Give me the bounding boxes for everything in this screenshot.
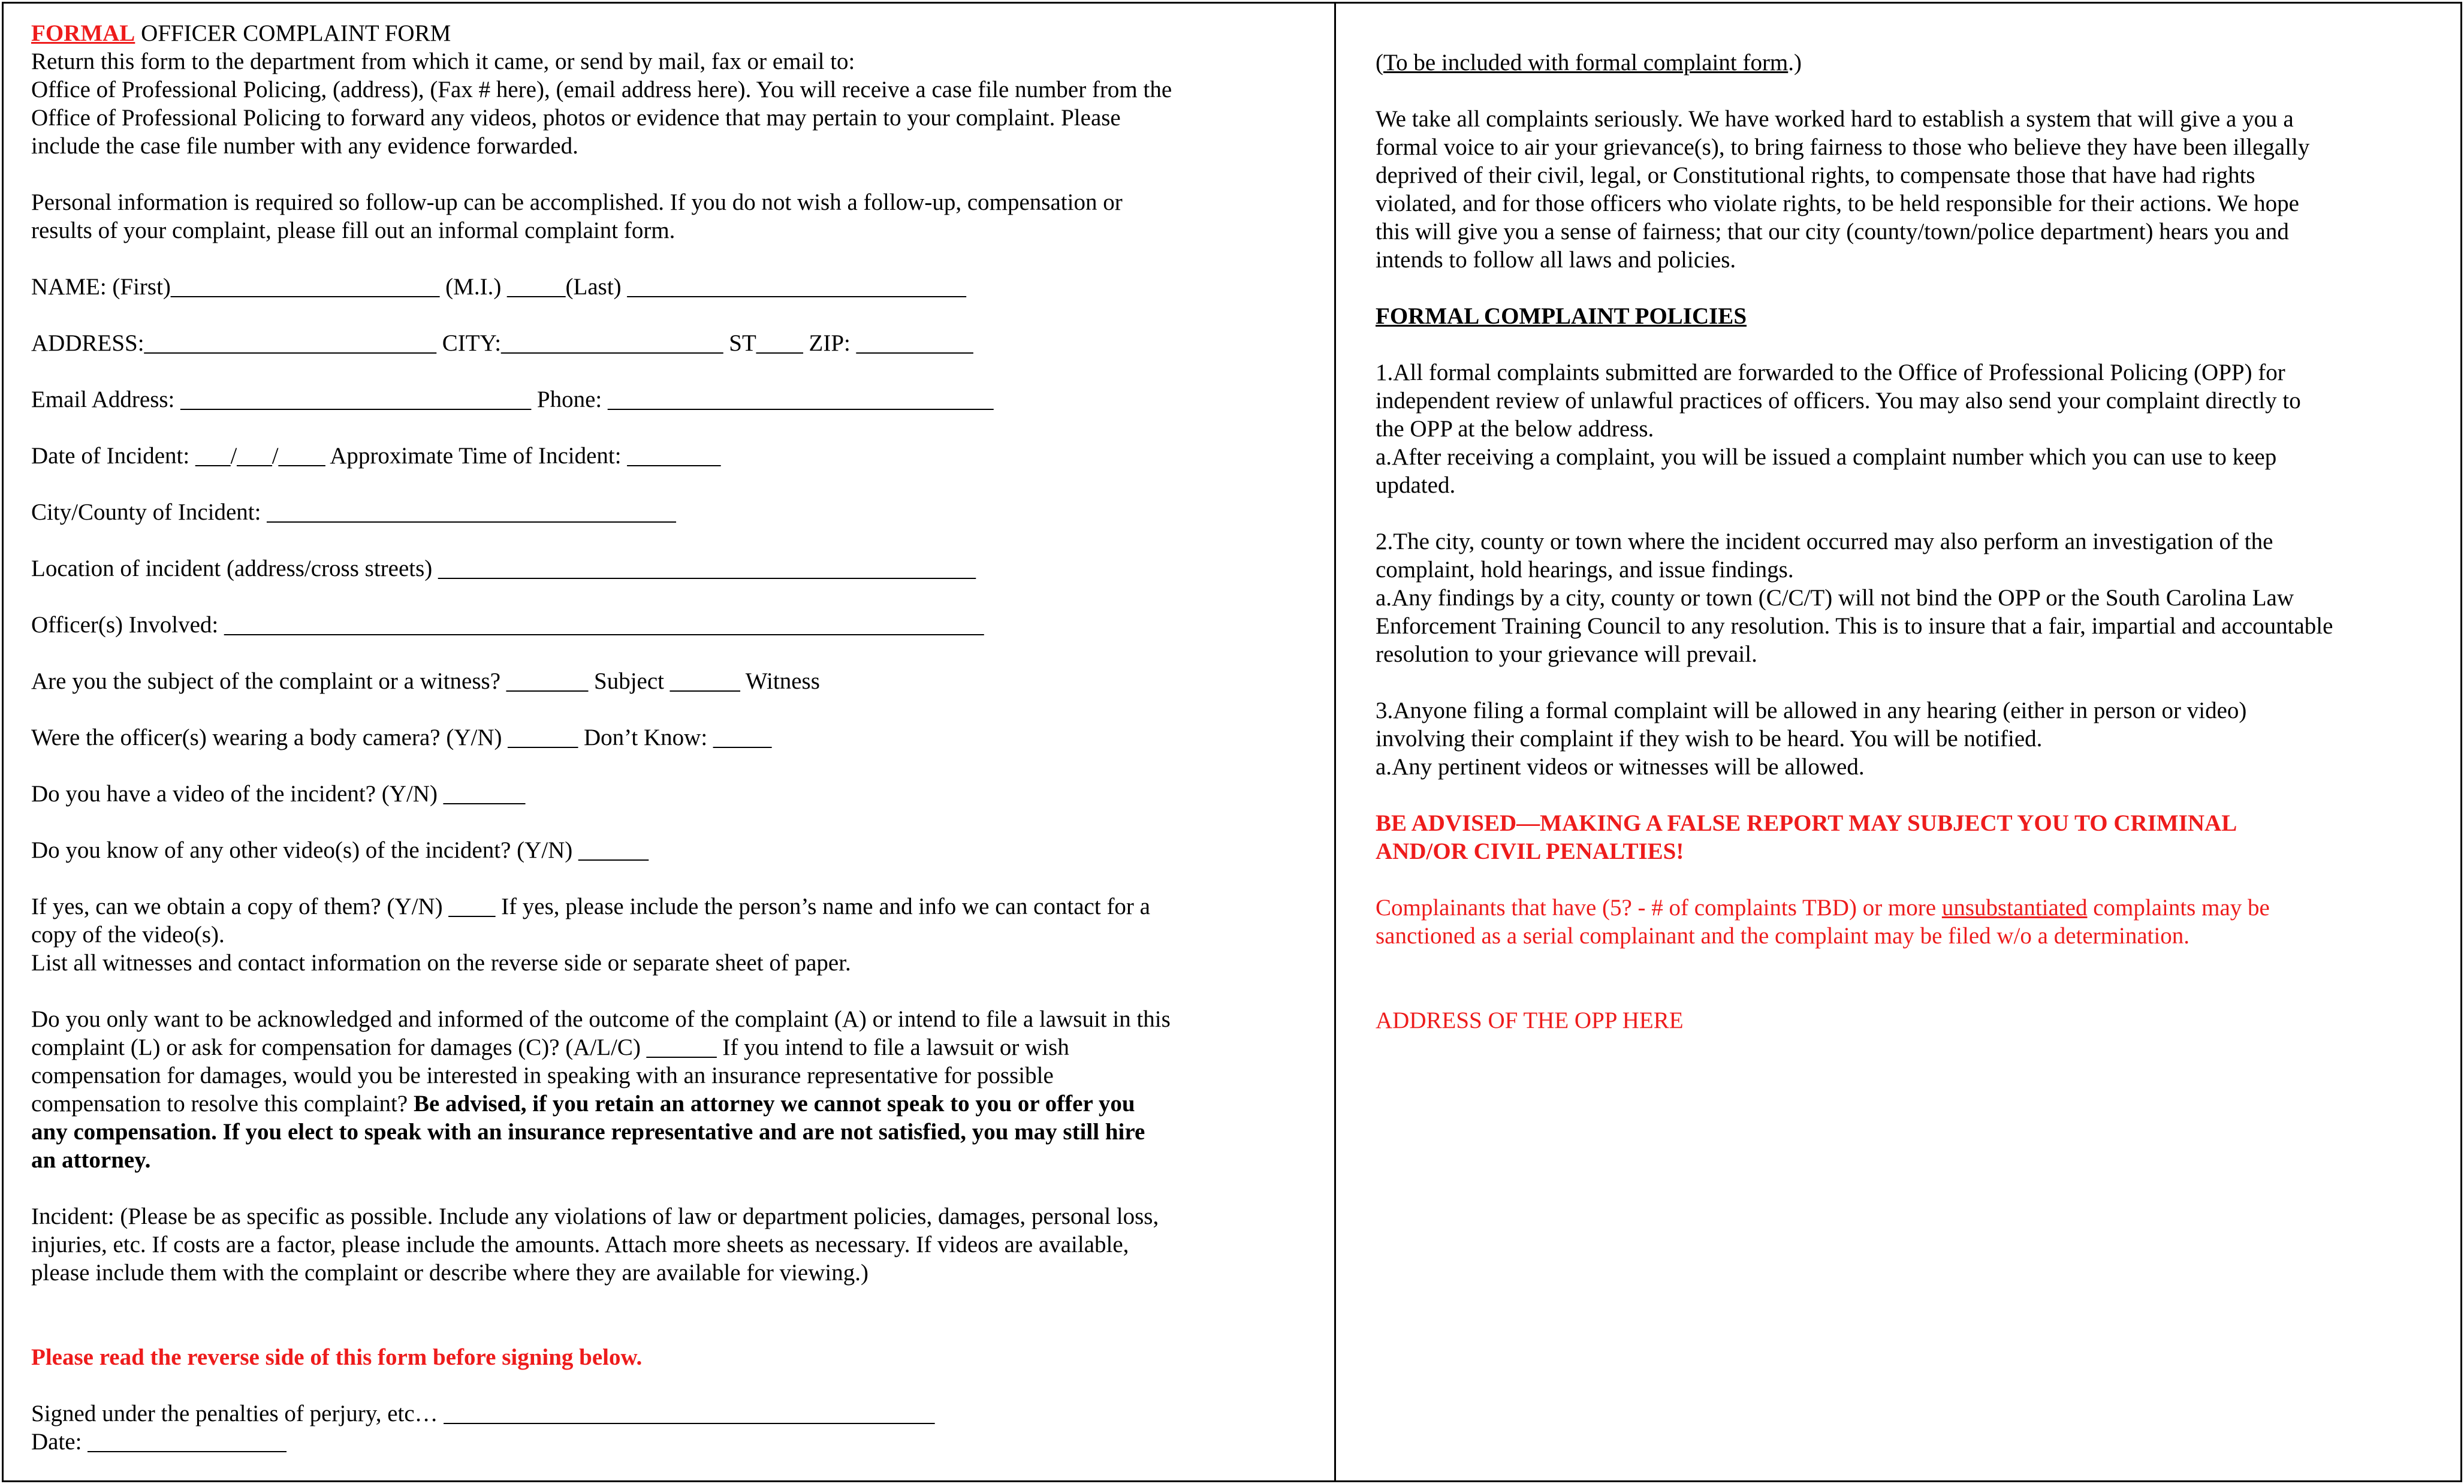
form-title-formal: FORMAL	[31, 20, 135, 46]
form-title	[31, 19, 1320, 47]
outcome-line: compensation for damages, would you be interested in speaking with an insurance representative for possible	[31, 1063, 1054, 1088]
copy-line: copy of the video(s).	[31, 922, 225, 948]
reverse-side-notice: Please read the reverse side of this form before signing below.	[31, 1344, 643, 1370]
policy-1-line: updated.	[1376, 472, 1456, 498]
policy-2-line: 2.The city, county or town where the incident occurred may also perform an investigation of the	[1376, 529, 2273, 554]
location-field[interactable]: Location of incident (address/cross streets) ______________________________________________	[31, 556, 976, 581]
intro-line: include the case file number with any evidence forwarded.	[31, 133, 578, 159]
false-report-warning: AND/OR CIVIL PENALTIES!	[1376, 838, 1684, 864]
complaint-form-column	[31, 19, 1320, 1456]
signature-field[interactable]: Signed under the penalties of perjury, etc… __________________________________________	[31, 1401, 935, 1426]
opp-address: ADDRESS OF THE OPP HERE	[1376, 1008, 1684, 1033]
subject-witness-field[interactable]: Are you the subject of the complaint or a witness? _______ Subject ______ Witness	[31, 668, 820, 694]
serial-text-after: complaints may be	[2087, 895, 2270, 921]
policy-3-line: involving their complaint if they wish to be heard. You will be notified.	[1376, 726, 2043, 752]
policy-1-line: the OPP at the below address.	[1376, 416, 1654, 442]
city-county-field[interactable]: City/County of Incident: ___________________________________	[31, 499, 676, 525]
policy-2-line: a.Any findings by a city, county or town (C/C/T) will not bind the OPP or the South Carolina Law	[1376, 585, 2294, 611]
attachment-note-text: To be included with formal complaint form	[1383, 50, 1789, 76]
intro-line: Office of Professional Policing, (address), (Fax # here), (email address here). You will receive a case file number from the	[31, 77, 1172, 102]
body-camera-field[interactable]: Were the officer(s) wearing a body camera? (Y/N) ______ Don’t Know: _____	[31, 725, 772, 750]
policy-1-line: 1.All formal complaints submitted are forwarded to the Office of Professional Policing (OPP) for	[1376, 360, 2285, 385]
outcome-line-normal: compensation to resolve this complaint?	[31, 1091, 414, 1117]
intro-paragraph-line: We take all complaints seriously. We have worked hard to establish a system that will give a you a	[1376, 106, 2294, 132]
intro-paragraph-line: deprived of their civil, legal, or Constitutional rights, to compensate those that have had rights	[1376, 162, 2255, 188]
incident-line: injuries, etc. If costs are a factor, please include the amounts. Attach more sheets as necessary. If videos are available,	[31, 1232, 1129, 1257]
incident-date-field[interactable]: Date of Incident: ___/___/____ Approximate Time of Incident: ________	[31, 443, 721, 469]
other-video-field[interactable]: Do you know of any other video(s) of the incident? (Y/N) ______	[31, 837, 649, 863]
video-field[interactable]: Do you have a video of the incident? (Y/N) _______	[31, 781, 526, 807]
attorney-warning-line: any compensation. If you elect to speak with an insurance representative and are not satisfied, you may still hire	[31, 1119, 1145, 1145]
policy-2-line: Enforcement Training Council to any resolution. This is to insure that a fair, impartial and accountable	[1376, 613, 2333, 639]
personal-info-line: Personal information is required so follow-up can be accomplished. If you do not wish a follow-up, compensation or	[31, 189, 1123, 215]
attorney-warning: Be advised, if you retain an attorney we cannot speak to you or offer you	[413, 1091, 1135, 1117]
copy-line: If yes, can we obtain a copy of them? (Y/N) ____ If yes, please include the person’s name and info we can contact for a	[31, 894, 1150, 919]
incident-line: Incident: (Please be as specific as possible. Include any violations of law or department policies, damages, personal loss,	[31, 1204, 1159, 1229]
name-field[interactable]: NAME: (First)_______________________ (M.I.) _____(Last) _____________________________	[31, 274, 966, 300]
intro-paragraph-line: this will give you a sense of fairness; that our city (county/town/police department) hears you and	[1376, 219, 2289, 245]
outcome-line: Do you only want to be acknowledged and informed of the outcome of the complaint (A) or intend to file a lawsuit in this	[31, 1006, 1171, 1032]
serial-underlined: unsubstantiated	[1941, 895, 2088, 921]
email-phone-field[interactable]: Email Address: ______________________________ Phone: _________________________________	[31, 387, 994, 412]
policy-3-line: a.Any pertinent videos or witnesses will be allowed.	[1376, 754, 1865, 780]
policy-3-line: 3.Anyone filing a formal complaint will be allowed in any hearing (either in person or video)	[1376, 698, 2247, 723]
intro-line: Return this form to the department from which it came, or send by mail, fax or email to:	[31, 49, 855, 74]
intro-line: Office of Professional Policing to forward any videos, photos or evidence that may pertain to your complaint. Please	[31, 105, 1121, 131]
incident-line: please include them with the complaint or describe where they are available for viewing.)	[31, 1260, 868, 1286]
serial-complainant-line	[1376, 894, 2436, 922]
signature-date-field[interactable]: Date: _________________	[31, 1429, 286, 1455]
intro-paragraph-line: intends to follow all laws and policies.	[1376, 247, 1736, 273]
address-field[interactable]: ADDRESS:_________________________ CITY:___________________ ST____ ZIP: __________	[31, 330, 973, 356]
policy-1-line: independent review of unlawful practices of officers. You may also send your complaint directly to	[1376, 388, 2301, 414]
policy-2-line: resolution to your grievance will prevail.	[1376, 641, 1757, 667]
attachment-note: (To be included with formal complaint form.)	[1376, 50, 1802, 76]
policy-2-line: complaint, hold hearings, and issue findings.	[1376, 557, 1794, 583]
personal-info-line: results of your complaint, please fill out an informal complaint form.	[31, 218, 675, 243]
copy-line: List all witnesses and contact information on the reverse side or separate sheet of paper.	[31, 950, 851, 976]
policies-heading: FORMAL COMPLAINT POLICIES	[1376, 303, 1747, 329]
officers-field[interactable]: Officer(s) Involved: _________________________________________________________________	[31, 612, 984, 638]
outcome-line	[31, 1090, 1320, 1118]
intro-paragraph-line: formal voice to air your grievance(s), to bring fairness to those who believe they have been illegally	[1376, 134, 2310, 160]
false-report-warning: BE ADVISED—MAKING A FALSE REPORT MAY SUBJECT YOU TO CRIMINAL	[1376, 810, 2237, 836]
attorney-warning-line: an attorney.	[31, 1147, 151, 1173]
policy-1-line: a.After receiving a complaint, you will be issued a complaint number which you can use to keep	[1376, 444, 2277, 470]
outcome-line: complaint (L) or ask for compensation for damages (C)? (A/L/C) ______ If you intend to file a lawsuit or wish	[31, 1034, 1069, 1060]
form-title-rest: OFFICER COMPLAINT FORM	[135, 20, 451, 46]
intro-paragraph-line: violated, and for those officers who violate rights, to be held responsible for their actions. We hope	[1376, 191, 2299, 216]
serial-text: Complainants that have (5? - # of complaints TBD) or more	[1376, 895, 1942, 921]
policies-column	[1376, 49, 2436, 1034]
serial-complainant-line: sanctioned as a serial complainant and the complaint may be filed w/o a determination.	[1376, 923, 2190, 949]
